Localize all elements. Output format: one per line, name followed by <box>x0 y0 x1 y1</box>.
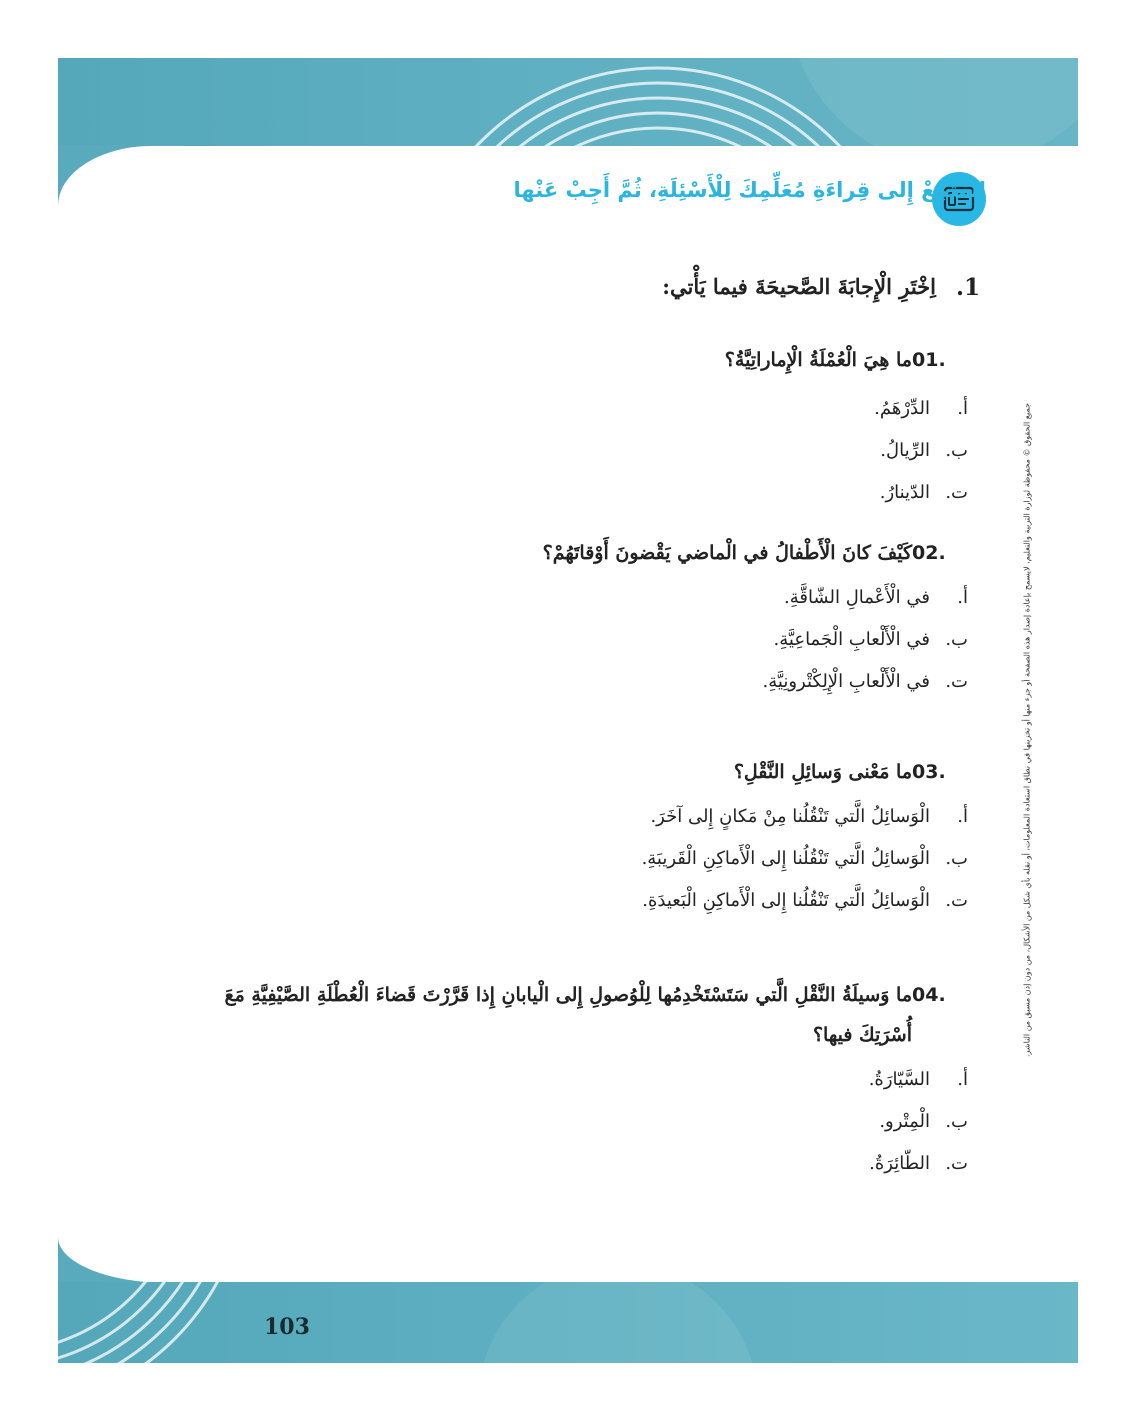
exercise-heading <box>662 274 980 301</box>
option-letter: أ. <box>957 806 968 827</box>
option-text: الدّينارُ. <box>879 482 930 503</box>
question-row <box>188 752 968 792</box>
option-a[interactable] <box>188 796 968 838</box>
footer-band <box>58 1282 1078 1363</box>
option-letter: ب. <box>945 440 968 461</box>
question-text: ما مَعْنى وَسائِلِ النَّقْلِ؟ <box>733 761 912 783</box>
option-letter: أ. <box>957 1069 968 1090</box>
option-text: في الْأَعْمالِ الشّاقَّةِ. <box>783 587 930 608</box>
question-text: ما هِيَ الْعُمْلَةُ الْإِماراتِيَّةُ؟ <box>724 349 912 371</box>
option-letter: ب. <box>945 848 968 869</box>
question-row <box>186 975 968 1055</box>
option-text: الدِّرْهَمُ. <box>874 398 930 419</box>
option-b[interactable] <box>186 1101 968 1143</box>
footer-arcs-decoration <box>58 1282 1078 1363</box>
option-letter: ب. <box>945 629 968 650</box>
question-row <box>188 533 968 573</box>
option-letter: أ. <box>957 398 968 419</box>
question-number: 02. <box>912 542 946 564</box>
page-number: 103 <box>264 1314 310 1340</box>
question-number: 04. <box>912 984 946 1006</box>
option-letter: ت. <box>945 1153 968 1174</box>
option-b[interactable] <box>188 619 968 661</box>
header-arcs-decoration <box>58 58 1078 148</box>
question-text: كَيْفَ كانَ الْأَطْفالُ في الْماضي يَقْضونَ أَوْقاتَهُمْ؟ <box>542 542 912 564</box>
exercise-number: 1. <box>955 274 980 301</box>
option-c[interactable] <box>188 880 968 922</box>
option-text: الْمِتْرو. <box>879 1111 930 1132</box>
copyright-text: جميع الحقوق © محفوظة لوزارة التربية والتعليم، لايسمح بإعادة إصدار هذه الصفحة أو جزء منها أو تخزينها في نطاق استعادة المعلومات، أو نقله بأي شكل من الأشكال، من دون إذن مسبق من الناشر. <box>1022 402 1031 1058</box>
question-3 <box>188 752 968 922</box>
option-text: الْوَسائِلُ الَّتي تَنْقُلُنا إِلى الْأَماكِنِ الْقَريبَةِ. <box>641 848 930 869</box>
option-text: الطّائِرَةُ. <box>869 1153 930 1174</box>
option-a[interactable] <box>188 388 968 430</box>
exercise-title: اِخْتَرِ الْإِجابَةَ الصَّحيحَةَ فيما يَأْتي: <box>662 274 936 299</box>
option-text: في الْأَلْعابِ الْإِلِكْتْرونِيَّةِ. <box>762 671 930 692</box>
option-text: الْوَسائِلُ الَّتي تَنْقُلُنا مِنْ مَكانٍ إِلى آخَرَ. <box>650 806 930 827</box>
option-letter: أ. <box>957 587 968 608</box>
question-number: 01. <box>912 349 946 371</box>
header-band <box>58 58 1078 148</box>
option-b[interactable] <box>188 838 968 880</box>
question-row <box>188 340 968 380</box>
option-letter: ب. <box>945 1111 968 1132</box>
option-c[interactable] <box>186 1143 968 1185</box>
option-c[interactable] <box>188 661 968 703</box>
option-c[interactable] <box>188 472 968 514</box>
option-letter: ت. <box>945 482 968 503</box>
option-letter: ت. <box>945 890 968 911</box>
option-a[interactable] <box>188 577 968 619</box>
question-4 <box>186 975 968 1185</box>
option-text: السَّيّارَةُ. <box>868 1069 930 1090</box>
option-text: الرِّيالُ. <box>880 440 930 461</box>
footer-curve <box>58 1237 1078 1283</box>
option-letter: ت. <box>945 671 968 692</box>
question-1 <box>188 340 968 514</box>
option-b[interactable] <box>188 430 968 472</box>
option-text: الْوَسائِلُ الَّتي تَنْقُلُنا إِلى الْأَماكِنِ الْبَعيدَةِ. <box>642 890 930 911</box>
question-2 <box>188 533 968 703</box>
instruction-text: اِسْتَمِعْ إِلى قِراءَةِ مُعَلِّمِكَ لِلْأَسْئِلَةِ، ثُمَّ أَجِبْ عَنْها <box>513 178 986 202</box>
option-text: في الْأَلْعابِ الْجَماعِيَّةِ. <box>773 629 930 650</box>
option-a[interactable] <box>186 1059 968 1101</box>
question-number: 03. <box>912 761 946 783</box>
question-text: ما وَسيلَةُ النَّقْلِ الَّتي سَتَسْتَخْدِمُها لِلْوُصولِ إِلى الْيابانِ إِذا قَرَّرْتَ قَضاءَ الْعُطْلَةِ الصَّيْفِيَّةِ مَعَ أُسْرَتِكَ فيها؟ <box>224 984 912 1046</box>
copyright-side-note <box>1020 370 1033 1090</box>
